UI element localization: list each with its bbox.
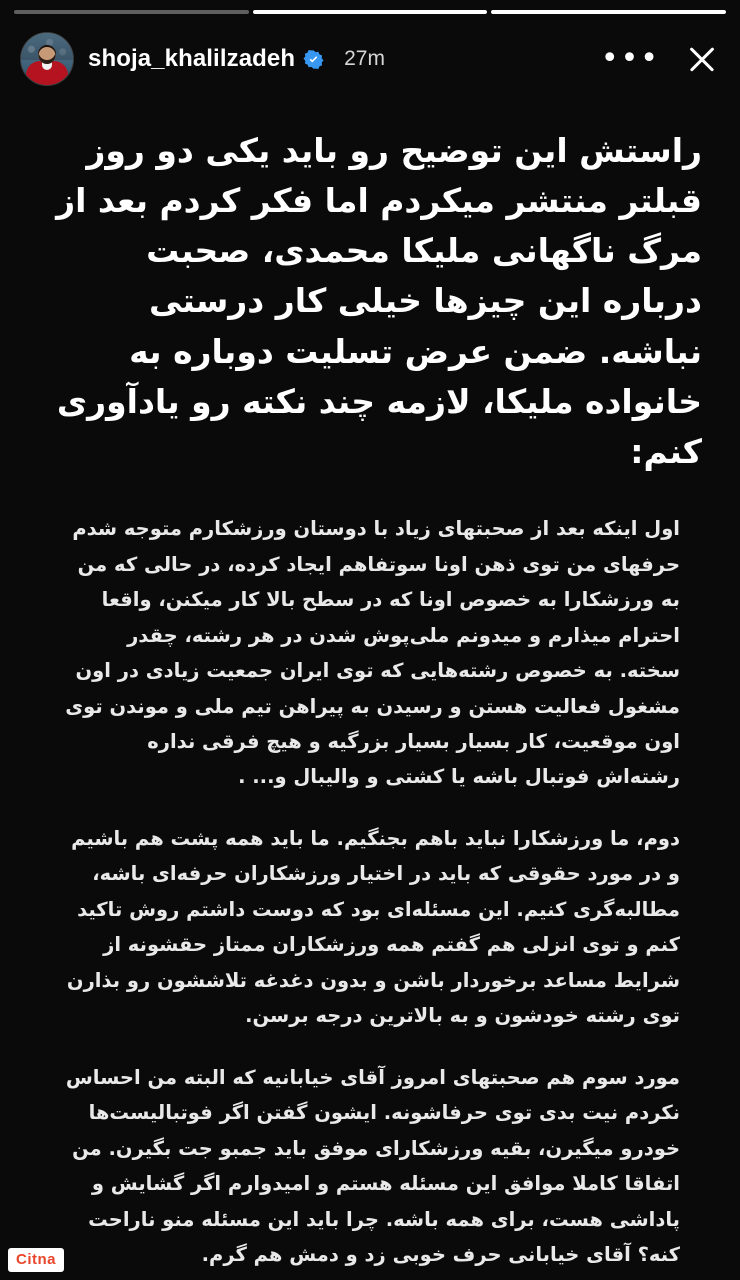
progress-segment-2[interactable] <box>253 10 488 14</box>
site-watermark: Citna <box>8 1248 64 1272</box>
story-progress-bar <box>14 10 726 14</box>
timestamp-label: 27m <box>344 47 385 70</box>
story-header <box>0 26 740 92</box>
verified-badge-icon <box>303 49 324 70</box>
avatar[interactable] <box>20 32 74 86</box>
more-options-icon[interactable]: ••• <box>600 41 660 76</box>
close-icon[interactable] <box>682 39 722 79</box>
story-paragraph-2: دوم، ما ورزشکارا نباید باهم بجنگیم. ما باید همه پشت هم باشیم و در مورد حقوقی که باید در اختیار ورزشکاران حرفه‌ای باشه، مطالبه‌گری کنیم. این مسئله‌ای بود که دوست داشتم روش تاکید کنم و توی انزلی هم گفتم همه ورزشکاران ممتاز حقشونه از شرایط مساعد برخوردار باشن و بدون دغدغه تلاششون رو بذارن توی رشته خودشون و به بالاترین درجه برسن. <box>66 826 680 1028</box>
account-info[interactable] <box>88 45 385 73</box>
story-paragraph-1: اول اینکه بعد از صحبتهای زیاد با دوستان ورزشکارم متوجه شدم حرفهای من توی ذهن اونا سوتفاهم ایجاد کرده، در حالی که من به ورزشکارا به خصوص اونا که در سطح بالا کار میکنن، واقعا احترام میذارم و میدونم ملی‌پوش شدن در هر رشته، چقدر سخته. به خصوص رشته‌هایی که توی ایران جمعیت زیادی در اون مشغول فعالیت هستن و رسیدن به پیراهن تیم ملی و موندن توی اون موقعیت، کار بسیار بسیار بزرگیه و هیچ فرقی نداره رشته‌اش فوتبال باشه یا کشتی و والیبال و... . <box>65 517 680 789</box>
progress-segment-3[interactable] <box>14 10 249 14</box>
story-paragraph-3: مورد سوم هم صحبتهای امروز آقای خیابانیه که البته من احساس نکردم نیت بدی توی حرفاشونه. ایشون گفتن اگر فوتبالیست‌ها خودرو میگیرن، بقیه ورزشکارای موفق باید جمبو جت بگیرن. من اتفاقا کاملا موافق این مسئله هستم و امیدوارم اگر گشایش و پاداشی هست، برای همه باشه. چرا باید این مسئله منو ناراحت کنه؟ آقای خیابانی حرف خوبی زد و دمش هم گرم. <box>65 1065 680 1267</box>
username-label[interactable]: shoja_khalilzadeh <box>88 45 296 72</box>
story-headline: راستش این توضیح رو باید یکی دو روز قبلتر منتشر میکردم اما فکر کردم بعد از مرگ ناگهانی ملیکا محمدی، صحبت درباره این چیزها خیلی کار درستی نباشه. ضمن عرض تسلیت دوباره به خانواده ملیکا، لازمه چند نکته رو یادآوری کنم: <box>56 131 702 471</box>
progress-segment-1[interactable] <box>491 10 726 14</box>
